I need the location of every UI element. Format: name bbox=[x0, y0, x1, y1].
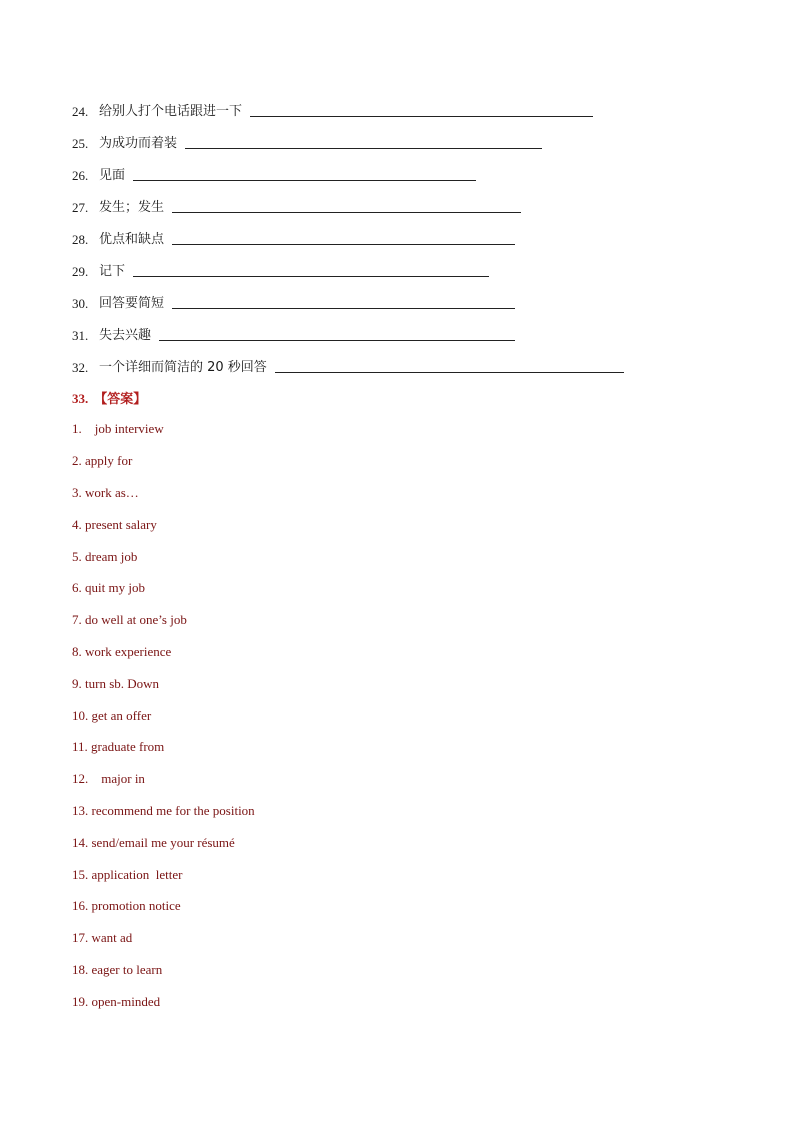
question-text: 失去兴趣 bbox=[99, 328, 152, 343]
answer-blank[interactable] bbox=[133, 275, 489, 277]
answer-blank[interactable] bbox=[185, 147, 542, 149]
question-text: 记下 bbox=[99, 264, 126, 279]
answer-blank[interactable] bbox=[172, 307, 515, 309]
question-number: 28. bbox=[72, 232, 89, 247]
answer-header-label: 【答案】 bbox=[94, 392, 147, 407]
answer-item: 5. dream job bbox=[72, 549, 138, 564]
answer-item: 16. promotion notice bbox=[72, 898, 181, 913]
question-line bbox=[72, 132, 542, 152]
question-number: 27. bbox=[72, 200, 89, 215]
answer-item: 11. graduate from bbox=[72, 739, 165, 754]
answer-item: 17. want ad bbox=[72, 930, 133, 945]
answer-blank[interactable] bbox=[159, 339, 515, 341]
answer-item: 13. recommend me for the position bbox=[72, 803, 255, 818]
answer-item: 15. application letter bbox=[72, 867, 183, 882]
question-number: 32. bbox=[72, 360, 89, 375]
answer-item: 7. do well at one’s job bbox=[72, 612, 187, 627]
question-number: 31. bbox=[72, 328, 89, 343]
question-line bbox=[72, 196, 521, 216]
question-text: 回答要简短 bbox=[99, 296, 165, 311]
answer-blank[interactable] bbox=[275, 371, 624, 373]
question-text: 给别人打个电话跟进一下 bbox=[99, 104, 243, 119]
question-line bbox=[72, 324, 515, 344]
answer-item: 19. open-minded bbox=[72, 994, 161, 1009]
question-text: 见面 bbox=[99, 168, 126, 183]
question-text: 一个详细而简洁的 20 秒回答 bbox=[99, 360, 267, 375]
answer-item: 14. send/email me your résumé bbox=[72, 835, 235, 850]
question-line bbox=[72, 292, 515, 312]
answer-blank[interactable] bbox=[133, 179, 476, 181]
answer-item: 1. job interview bbox=[72, 421, 164, 436]
answer-item: 18. eager to learn bbox=[72, 962, 163, 977]
answer-blank[interactable] bbox=[250, 115, 593, 117]
answer-blank[interactable] bbox=[172, 243, 515, 245]
question-text: 优点和缺点 bbox=[99, 232, 165, 247]
question-text: 为成功而着装 bbox=[99, 136, 178, 151]
question-number: 26. bbox=[72, 168, 89, 183]
answer-item: 8. work experience bbox=[72, 644, 172, 659]
answer-item: 6. quit my job bbox=[72, 580, 145, 595]
answer-header-number: 33. bbox=[72, 391, 89, 406]
question-number: 25. bbox=[72, 136, 89, 151]
answer-item: 3. work as… bbox=[72, 485, 139, 500]
question-line bbox=[72, 164, 476, 184]
question-number: 30. bbox=[72, 296, 89, 311]
answer-item: 9. turn sb. Down bbox=[72, 676, 160, 691]
answer-item: 2. apply for bbox=[72, 453, 133, 468]
answer-item: 4. present salary bbox=[72, 517, 157, 532]
question-number: 29. bbox=[72, 264, 89, 279]
answer-blank[interactable] bbox=[172, 211, 521, 213]
question-line bbox=[72, 228, 515, 248]
question-text: 发生；发生 bbox=[99, 200, 165, 215]
question-line bbox=[72, 100, 593, 120]
question-line bbox=[72, 260, 489, 280]
question-number: 24. bbox=[72, 104, 89, 119]
answer-item: 10. get an offer bbox=[72, 708, 152, 723]
answer-item: 12. major in bbox=[72, 771, 145, 786]
question-line bbox=[72, 356, 624, 376]
answer-header bbox=[72, 388, 146, 407]
